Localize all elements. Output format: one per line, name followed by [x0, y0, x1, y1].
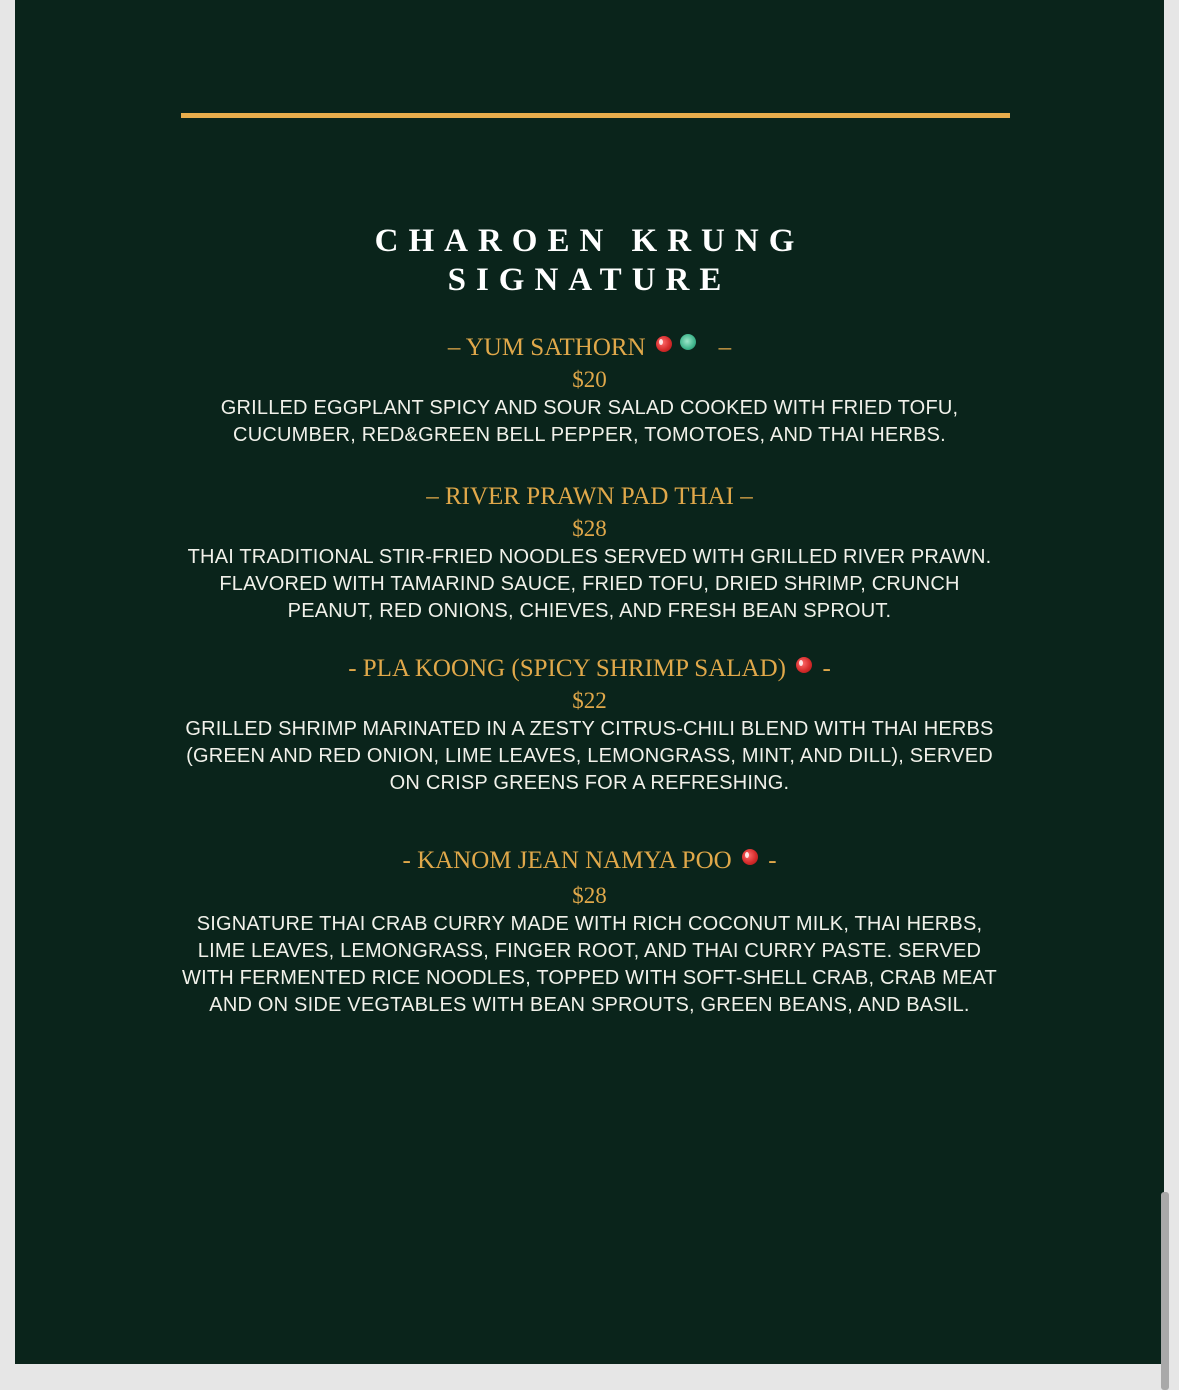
vegetarian-icon — [680, 334, 696, 350]
chili-icon — [742, 849, 758, 865]
dish-name: YUM SATHORN — [465, 334, 646, 361]
menu-page — [15, 0, 1164, 1364]
menu-item-name: - PLA KOONG (SPICY SHRIMP SALAD) - — [348, 655, 831, 682]
gold-divider — [181, 113, 1010, 118]
dish-description: SIGNATURE THAI CRAB CURRY MADE WITH RICH COCONUT MILK, THAI HERBS, LIME LEAVES, LEMONGRASS, FINGER ROOT, AND THAI CURRY PASTE. SERVED WITH FERMENTED RICE NOODLES, TOPPED WITH SOFT-SHELL CRAB, CRAB MEAT AND ON SIDE VEGTABLES WITH BEAN SPROUTS, GREEN BEANS, AND BASIL. — [182, 913, 997, 1016]
dish-name: KANOM JEAN NAMYA POO — [417, 847, 732, 874]
dish-name: PLA KOONG (SPICY SHRIMP SALAD) — [362, 655, 786, 682]
menu-item-name: – YUM SATHORN – — [447, 334, 732, 361]
dish-price: $28 — [572, 883, 607, 908]
chili-icon — [796, 657, 812, 673]
dish-description: GRILLED EGGPLANT SPICY AND SOUR SALAD COOKED WITH FRIED TOFU, CUCUMBER, RED&GREEN BELL PEPPER, TOMOTOES, AND THAI HERBS. — [220, 397, 959, 446]
dish-price: $28 — [572, 516, 607, 541]
dish-description: GRILLED SHRIMP MARINATED IN A ZESTY CITRUS-CHILI BLEND WITH THAI HERBS (GREEN AND RED ONION, LIME LEAVES, LEMONGRASS, MINT, AND DILL), SERVED ON CRISP GREENS FOR A REFRESHING. — [185, 718, 994, 794]
menu-title-line2: SIGNATURE — [447, 262, 732, 298]
dish-description: THAI TRADITIONAL STIR-FRIED NOODLES SERVED WITH GRILLED RIVER PRAWN. FLAVORED WITH TAMARIND SAUCE, FRIED TOFU, DRIED SHRIMP, CRUNCH PEANUT, RED ONIONS, CHIEVES, AND FRESH BEAN SPROUT. — [187, 546, 992, 622]
dish-price: $20 — [572, 367, 607, 392]
dish-name: RIVER PRAWN PAD THAI — [444, 483, 734, 510]
menu-item-name: – RIVER PRAWN PAD THAI – — [426, 483, 753, 510]
menu-title-line1: CHAROEN KRUNG — [374, 223, 805, 259]
menu-item-name: - KANOM JEAN NAMYA POO - — [402, 847, 777, 874]
chili-icon — [656, 336, 672, 352]
dish-price: $22 — [572, 688, 607, 713]
vertical-scrollbar[interactable] — [1161, 1192, 1169, 1390]
